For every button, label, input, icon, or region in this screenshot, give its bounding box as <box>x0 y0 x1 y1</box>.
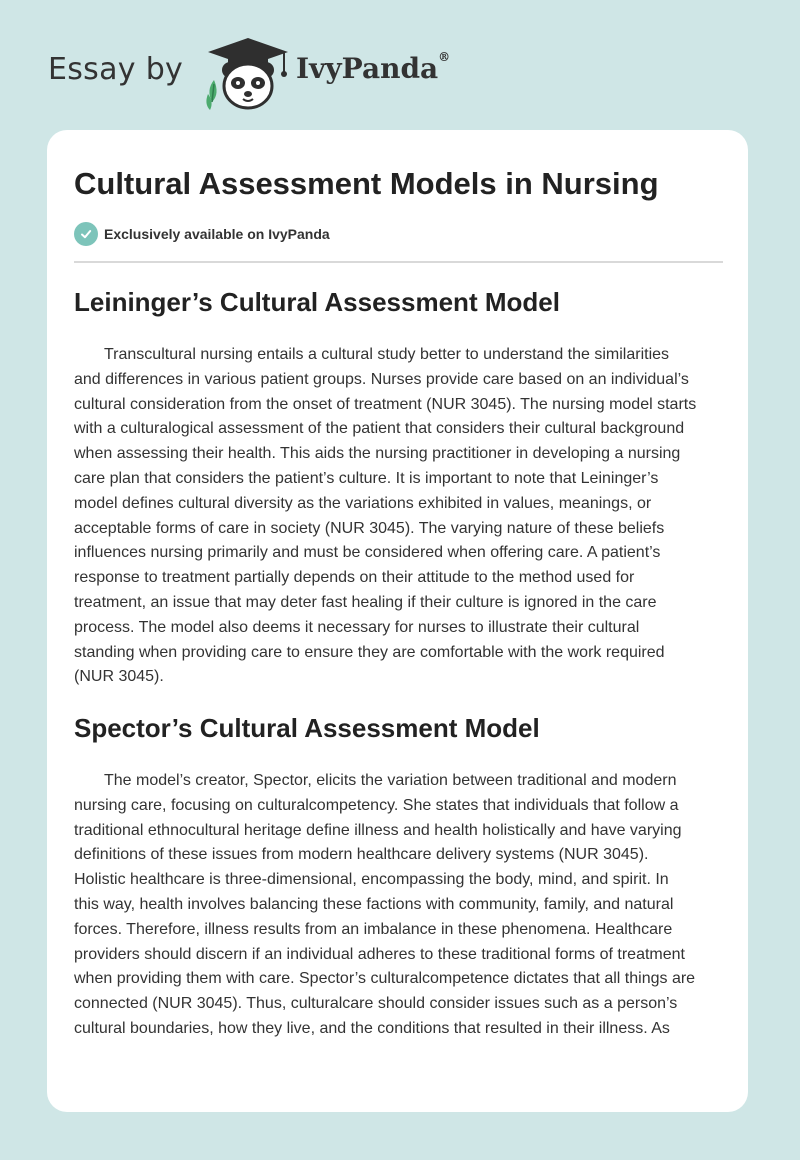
text-line: traditional ethnocultural heritage define illness and health holistically and have varying <box>74 821 682 839</box>
text-line: model defines cultural diversity as the variations exhibited in values, meanings, or <box>74 494 652 512</box>
panda-graduate-icon[interactable] <box>200 36 296 112</box>
text-line: providers should discern if an individual adheres to these traditional forms of treatment <box>74 945 685 963</box>
text-line: cultural consideration from the onset of treatment (NUR 3045). The nursing model starts <box>74 395 697 413</box>
exclusive-badge <box>74 222 330 246</box>
badge-text: Exclusively available on IvyPanda <box>104 226 330 242</box>
text-line: influences nursing primarily and must be considered when offering care. A patient’s <box>74 544 661 562</box>
text-line: The model’s creator, Spector, elicits the variation between traditional and modern <box>104 772 677 789</box>
text-line: forces. Therefore, illness results from an imbalance in these phenomena. Healthcare <box>74 920 673 938</box>
text-line: definitions of these issues from modern healthcare delivery systems (NUR 3045). <box>74 846 649 864</box>
text-line: when assessing their health. This aids the nursing practitioner in developing a nursing <box>74 445 681 463</box>
text-line: standing when providing care to ensure they are comfortable with the work required <box>74 643 665 661</box>
site-header <box>0 0 800 130</box>
brand-name-text: IvyPanda <box>296 52 439 85</box>
section-body-spector <box>74 769 726 1042</box>
text-line: (NUR 3045). <box>74 668 164 686</box>
text-line: with a culturalogical assessment of the patient that considers their cultural background <box>74 420 685 438</box>
text-line: care plan that considers the patient’s culture. It is important to note that Leininger’s <box>74 469 659 487</box>
section-heading-spector: Spector’s Cultural Assessment Model <box>74 713 540 743</box>
registered-mark: ® <box>438 50 451 64</box>
text-line: cultural boundaries, how they live, and the conditions that resulted in their illness. As <box>74 1019 670 1037</box>
text-line: when providing them with care. Spector’s culturalcompetence dictates that all things are <box>74 970 696 988</box>
text-line: and differences in various patient groups. Nurses provide care based on an individual’s <box>74 370 689 388</box>
check-circle-icon <box>74 222 98 246</box>
text-line: this way, health involves balancing these factions with community, family, and natural <box>74 895 674 913</box>
text-line: acceptable forms of care in society (NUR 3045). The varying nature of these beliefs <box>74 519 665 537</box>
text-line: nursing care, focusing on culturalcompetency. She states that individuals that follow a <box>74 796 679 814</box>
divider <box>74 261 723 263</box>
brand-name[interactable] <box>296 52 450 85</box>
section-body-leininger <box>74 343 726 690</box>
text-line: treatment, an issue that may deter fast healing if their culture is ignored in the care <box>74 593 657 611</box>
text-line: response to treatment partially depends on their attitude to the method used for <box>74 569 635 587</box>
page-title: Cultural Assessment Models in Nursing <box>74 166 659 201</box>
text-line: Holistic healthcare is three-dimensional, encompassing the body, mind, and spirit. In <box>74 871 669 889</box>
text-line: Transcultural nursing entails a cultural study better to understand the similarities <box>104 346 670 363</box>
text-line: process. The model also deems it necessary for nurses to illustrate their cultural <box>74 618 640 636</box>
section-heading-leininger: Leininger’s Cultural Assessment Model <box>74 287 560 317</box>
text-line: connected (NUR 3045). Thus, culturalcare should consider issues such as a person’s <box>74 995 678 1013</box>
essay-by-label: Essay by <box>48 52 184 87</box>
article-card <box>47 130 748 1112</box>
